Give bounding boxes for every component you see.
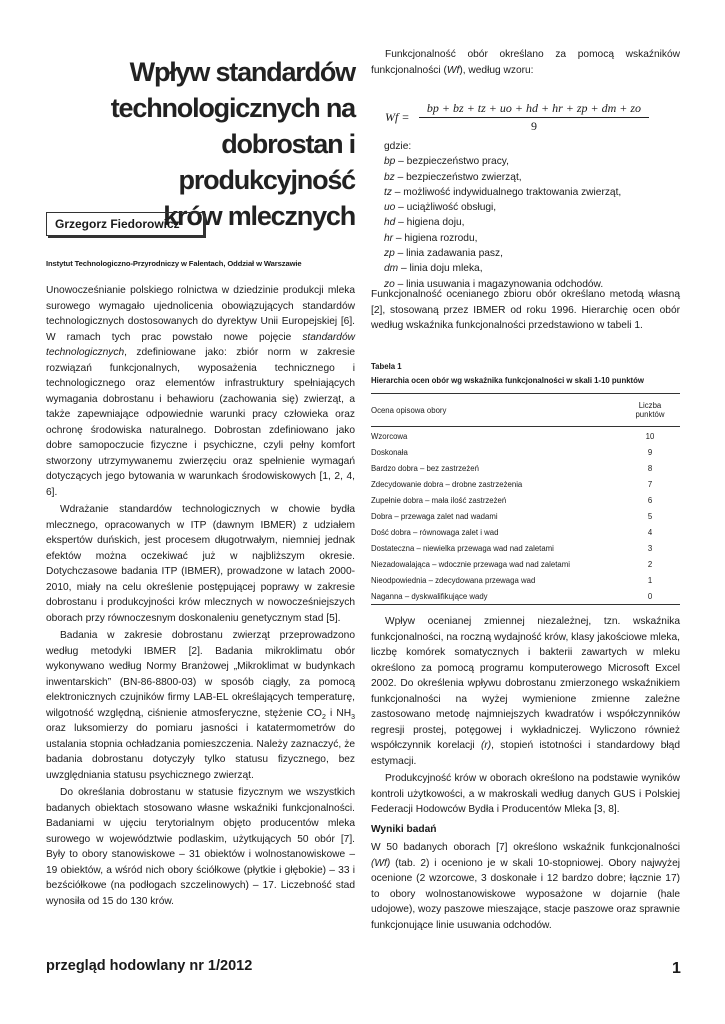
definition-text: – bezpieczeństwo zwierząt, bbox=[394, 171, 522, 183]
definition-text: – uciążliwość obsługi, bbox=[395, 202, 497, 214]
left-column-text bbox=[46, 283, 355, 911]
definition-item bbox=[384, 246, 680, 261]
table-row bbox=[371, 508, 680, 524]
definition-item bbox=[384, 154, 680, 169]
row-label: Naganna – dyskwalifikujące wady bbox=[371, 588, 620, 605]
formula-intro bbox=[371, 47, 680, 78]
p5-part-a: Wpływ ocenianej zmiennej niezależnej, tzn. wskaźnika funkcjonalności, na roczną wydajność krów, klasy jakościowe mleka, liczbę komórek somatycznych i bakterii zawartych w mleku określono za pomocą programu komputerowego Microsoft Excel 2002. Do określenia wpływu dobrostanu zmierzonego wskaźnikiem funkcjonalności na wyżej wymienione zmienne zależne zastosowano metodę najmniejszych kwadratów i współczynników regresji prostej, potęgowej i wykładniczej. Wyliczono również współczynnik korelacji bbox=[371, 616, 680, 751]
table-row bbox=[371, 572, 680, 588]
p3-part-c: oraz luksomierzy do pomiaru jasności i katatermometrów do ustalania stopnia ochładzania pomieszczenia. Należy zaznaczyć, że badania dobrostanu dotyczyły tylko statusu fizycznego, bez uwzględniania statusu psychicznego zwierząt. bbox=[46, 723, 355, 781]
intro-part-b: ), według wzoru: bbox=[459, 64, 534, 76]
definition-text: – linia zadawania pasz, bbox=[394, 248, 503, 260]
table-row bbox=[371, 444, 680, 460]
journal-footer: przegląd hodowlany nr 1/2012 bbox=[46, 958, 253, 974]
title-line-4: krów mlecznych bbox=[163, 201, 355, 231]
table-row bbox=[371, 492, 680, 508]
row-label: Dobra – przewaga zalet nad wadami bbox=[371, 511, 498, 521]
paragraph-7 bbox=[371, 840, 680, 933]
definition-symbol: hr bbox=[384, 232, 394, 244]
institution: Instytut Technologiczno-Przyrodniczy w Falentach, Oddział w Warszawie bbox=[46, 259, 302, 268]
definition-text: – higiena rozrodu, bbox=[393, 232, 478, 244]
paragraph-6: Produkcyjność krów w oborach określono na podstawie wyników kontroli użytkowości, a w makroskali według danych GUS i Polskiej Federacji Hodowców Bydła i Producentów Mleka [3, 8]. bbox=[371, 773, 680, 815]
ratings-table bbox=[371, 393, 680, 605]
definition-item bbox=[384, 185, 680, 200]
intro-emphasis: Wf bbox=[446, 64, 460, 76]
right-lower-text bbox=[371, 614, 680, 935]
page-number: 1 bbox=[672, 960, 681, 977]
definition-item bbox=[384, 170, 680, 185]
formula-denominator: 9 bbox=[531, 119, 537, 133]
row-label: Zupełnie dobra – mała ilość zastrzeżeń bbox=[371, 495, 507, 505]
row-label: Doskonała bbox=[371, 447, 408, 457]
row-points: 0 bbox=[620, 588, 680, 605]
header-points-line-2: punktów bbox=[635, 410, 665, 419]
row-label: Dostateczna – niewielka przewaga wad nad zaletami bbox=[371, 543, 554, 553]
p7-emphasis: (Wf) bbox=[371, 857, 391, 869]
title-line-3: dobrostan i produkcyjność bbox=[178, 129, 355, 195]
row-points: 4 bbox=[647, 527, 653, 537]
definition-item bbox=[384, 231, 680, 246]
definition-symbol: bp bbox=[384, 156, 396, 168]
definition-symbol: dm bbox=[384, 263, 399, 275]
p3-subscript-2: 3 bbox=[351, 713, 356, 721]
p7-part-a: W 50 badanych oborach [7] określono wskaźnik funkcjonalności bbox=[371, 842, 680, 853]
table-row bbox=[371, 540, 680, 556]
table-label: Tabela 1 bbox=[371, 362, 402, 371]
author-name: Grzegorz Fiedorowicz bbox=[55, 217, 180, 231]
formula-fraction-bar bbox=[419, 117, 649, 118]
formula-lhs: Wf = bbox=[385, 110, 410, 124]
p5-part-b: , stopień istotności i standardowy błąd estymacji. bbox=[371, 740, 680, 767]
row-label: Bardzo dobra – bez zastrzeżeń bbox=[371, 463, 479, 473]
right-intro bbox=[371, 47, 680, 80]
definition-symbol: zp bbox=[384, 248, 395, 260]
header-points-line-1: Liczba bbox=[638, 401, 662, 410]
row-points: 9 bbox=[647, 447, 653, 457]
paragraph-2: Wdrażanie standardów technologicznych w chowie bydła mlecznego, opracowanych w ITP (dawnym IBMER) z udziałem ekspertów duńskich, jest procesem długotrwałym, niemniej jednak efektów można oczekiwać już w najbliższym okresie. Dotychczasowe badania ITP (IBMER), prowadzone w latach 2000-2010, miały na celu określenie postępującej poprawy w zakresie dobrostanu i produkcyjności krów mlecznych w nowocześniejszych oborach przy równoczesnym doskonaleniu genetycznym stad [5]. bbox=[46, 504, 355, 624]
row-label: Nieodpowiednia – zdecydowana przewaga wad bbox=[371, 575, 536, 585]
definitions-list bbox=[384, 139, 680, 292]
row-points: 6 bbox=[647, 495, 653, 505]
p1-part-a: Unowocześnianie polskiego rolnictwa w dziedzinie produkcji mleka surowego wymagało ujednolicenia obowiązujących standardów technologicznych dostosowanych do dyrektyw Unii Europejskiej [6]. W ramach tych prac powstało nowe pojęcie bbox=[46, 285, 355, 343]
table-row bbox=[371, 427, 680, 445]
paragraph-3 bbox=[46, 628, 355, 783]
formula-numerator: bp + bz + tz + uo + hd + hr + zp + dm + zo bbox=[426, 101, 642, 115]
definition-item bbox=[384, 215, 680, 230]
definition-text: – bezpieczeństwo pracy, bbox=[395, 156, 509, 168]
definition-text: – możliwość indywidualnego traktowania zwierząt, bbox=[391, 186, 622, 198]
row-label: Wzorcowa bbox=[371, 431, 408, 441]
table-row bbox=[371, 524, 680, 540]
definition-text: – linia doju mleka, bbox=[398, 263, 483, 275]
article-title bbox=[46, 54, 355, 234]
table-row bbox=[371, 476, 680, 492]
definition-item bbox=[384, 200, 680, 215]
table-row bbox=[371, 556, 680, 572]
table-row bbox=[371, 460, 680, 476]
right-after-definitions bbox=[371, 287, 680, 336]
p3-part-b: i NH bbox=[325, 707, 352, 719]
row-points: 1 bbox=[647, 575, 653, 585]
p3-subscript-1: 2 bbox=[321, 713, 326, 721]
p5-emphasis: (r) bbox=[480, 740, 492, 751]
title-line-2: technologicznych na bbox=[110, 93, 355, 123]
row-points: 5 bbox=[647, 511, 653, 521]
row-label: Niezadowalająca – wdocznie przewaga wad nad zaletami bbox=[371, 559, 570, 569]
definition-symbol: uo bbox=[384, 202, 396, 214]
row-points: 8 bbox=[647, 463, 653, 473]
definition-text: – linia usuwania i magazynowania odchodów. bbox=[394, 278, 604, 290]
p1-part-b: , zdefiniowane jako: zbiór norm w zakresie rozwiązań funkcjonalnych, wyposażenia technicznego i technologicznego oraz elementów infrastruktury spełniających wymagania dobrostanu i behawioru (zachowania się) zwierząt, a także zapewniające odpowiednie warunki pracy człowieka oraz ochronę środowiska naturalnego. Dobrostan zdefiniowano jako dobre samopoczucie fizyczne i psychiczne, czyli pełny komfort stworzony utrzymywanemu zwierzęciu oraz spełnienie wymagań dotyczących jego bytowania w warunkach środowiskowych [1, 2, 4, 6]. bbox=[46, 347, 355, 498]
p1-emphasis: standardów technologicznych bbox=[46, 331, 355, 358]
title-block bbox=[46, 40, 355, 234]
row-label: Zdecydowanie dobra – drobne zastrzeżenia bbox=[371, 479, 523, 489]
title-line-1: Wpływ standardów bbox=[129, 57, 355, 87]
paragraph-1 bbox=[46, 283, 355, 500]
definition-symbol: zo bbox=[384, 278, 395, 290]
intro-part-a: Funkcjonalność obór określano za pomocą wskaźników funkcjonalności ( bbox=[371, 49, 680, 76]
author-box bbox=[46, 212, 204, 236]
p7-part-b: (tab. 2) i oceniono je w skali 10-stopniowej. Obory najwyżej ocenione (2 wzorcowe, 3 doskonałe i 12 bardzo dobre; łącznie 17) to obory wolnostanowiskowe wyposażone w dojarnie (hale udojowe), wozy paszowe mieszające, stacje paszowe oraz sprawnie funkcjonujące linie usuwania odchodów. bbox=[371, 857, 680, 931]
row-points: 2 bbox=[647, 559, 653, 569]
row-label: Dość dobra – równowaga zalet i wad bbox=[371, 527, 499, 537]
paragraph-4: Do określania dobrostanu w statusie fizycznym we wszystkich badanych obiektach stosowano własne wskaźniki funkcjonalności. Badaniami w ujęciu terytorialnym objęto producentów mleka surowego w województwie podlaskim, użytkujących 50 obór [7]. Były to obory stanowiskowe – 31 obiektów i wolnostanowiskowe – 19 obiektów, a wśród nich obory ściółkowe (płytkie i głębokie) – 33 i bezściółkowe (na podłogach szczelinowych) – 17. Liczebność stad wynosiła od 15 do 130 krów. bbox=[46, 787, 355, 907]
paragraph-method: Funkcjonalność ocenianego zbioru obór określano metodą własną [2], stosowaną przez IBMER od roku 1996. Hierarchię ocen obór według wskaźnika funkcjonalności przedstawiono w tabeli 1. bbox=[371, 289, 680, 331]
where-label: gdzie: bbox=[384, 141, 412, 152]
header-points bbox=[620, 394, 680, 427]
formula bbox=[385, 99, 645, 139]
section-heading-results: Wyniki badań bbox=[371, 823, 437, 835]
header-description: Ocena opisowa obory bbox=[371, 394, 620, 427]
row-points: 10 bbox=[645, 431, 655, 441]
definition-symbol: bz bbox=[384, 171, 395, 183]
table-header-row bbox=[371, 394, 680, 427]
row-points: 3 bbox=[647, 543, 653, 553]
definition-text: – higiena doju, bbox=[395, 217, 465, 229]
table-row bbox=[371, 588, 680, 605]
definition-symbol: hd bbox=[384, 217, 396, 229]
p3-part-a: Badania w zakresie dobrostanu zwierząt przeprowadzono według metodyki IBMER [2]. Badania mikroklimatu obór wykonywano według Normy Branżowej „Mikroklimat w budynkach inwentarskich” (BN-86-8800-03) w sposób ciągły, za pomocą elektronicznych czujników firmy LAB-EL określających temperaturę, wilgotność względną, ciśnienie atmosferyczne, stężenie CO bbox=[46, 630, 355, 719]
row-points: 7 bbox=[647, 479, 653, 489]
paragraph-5 bbox=[371, 614, 680, 769]
table-caption: Hierarchia ocen obór wg wskaźnika funkcjonalności w skali 1-10 punktów bbox=[371, 376, 644, 385]
definition-symbol: tz bbox=[384, 186, 392, 198]
definition-item bbox=[384, 261, 680, 276]
